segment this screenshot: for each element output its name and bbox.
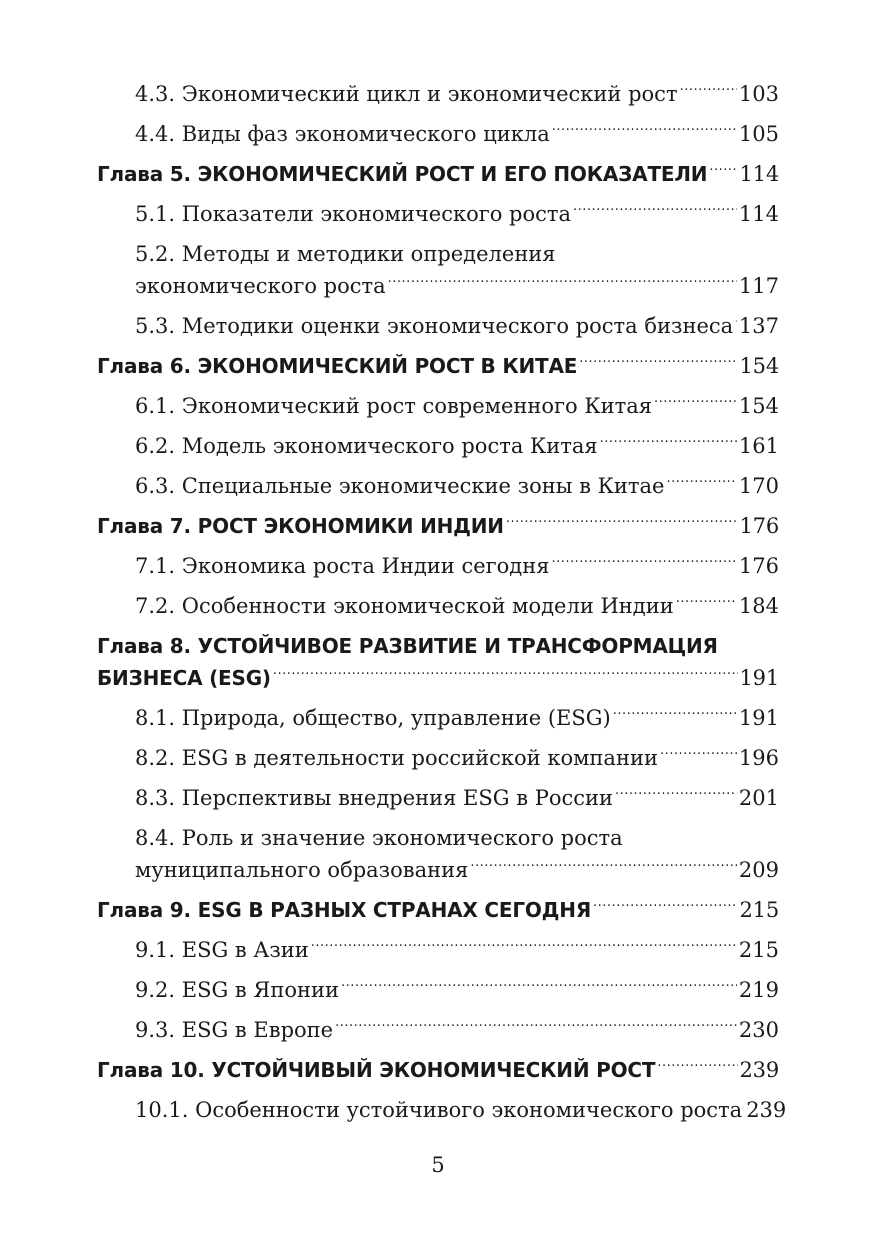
toc-entry-title: Глава 9. ESG В РАЗНЫХ СТРАНАХ СЕГОДНЯ	[97, 898, 592, 922]
toc-entry-page-number: 114	[739, 162, 779, 186]
toc-entry-title: 9.3. ESG в Европе	[135, 1018, 334, 1042]
toc-chapter-entry	[97, 894, 779, 926]
toc-entry-row	[135, 118, 779, 150]
toc-section-entry	[97, 934, 779, 966]
toc-section-entry	[97, 310, 779, 342]
dot-leader	[666, 472, 736, 493]
toc-entry-title: БИЗНЕСА (ESG)	[97, 666, 271, 690]
toc-entry-row	[135, 854, 779, 886]
toc-section-entry	[97, 118, 779, 150]
toc-entry-title: Глава 7. РОСТ ЭКОНОМИКИ ИНДИИ	[97, 514, 504, 538]
toc-entry-title: Глава 10. УСТОЙЧИВЫЙ ЭКОНОМИЧЕСКИЙ РОСТ	[97, 1058, 656, 1082]
toc-entry-page-number: 191	[738, 706, 779, 730]
toc-entry-title: 7.1. Экономика роста Индии сегодня	[135, 554, 550, 578]
dot-leader	[551, 552, 736, 573]
dot-leader	[311, 936, 737, 957]
toc-entry-title: 9.1. ESG в Азии	[135, 938, 309, 962]
toc-entry-title-first-line: 8.4. Роль и значение экономического роста	[135, 826, 623, 850]
toc-entry-row	[135, 1014, 779, 1046]
toc-section-entry	[97, 590, 779, 622]
dot-leader	[470, 856, 737, 877]
dot-leader	[657, 1057, 737, 1077]
toc-entry-row	[135, 702, 779, 734]
toc-entry-page-number: 184	[738, 594, 779, 618]
dot-leader	[552, 120, 737, 141]
toc-entry-page-number: 137	[738, 314, 779, 338]
toc-section-entry	[97, 1014, 779, 1046]
toc-entry-page-number: 114	[738, 202, 779, 226]
toc-entry-title: 9.2. ESG в Японии	[135, 978, 340, 1002]
toc-entry-title: 6.2. Модель экономического роста Китая	[135, 434, 598, 458]
toc-section-entry	[97, 702, 779, 734]
dot-leader	[579, 353, 737, 373]
toc-entry-row	[135, 550, 779, 582]
toc-entry-row	[135, 430, 779, 462]
toc-entry-row	[135, 310, 779, 342]
toc-entry-page-number: 117	[738, 274, 779, 298]
dot-leader	[506, 513, 738, 533]
toc-entry-page-number: 201	[738, 786, 779, 810]
dot-leader	[680, 80, 737, 101]
toc-entry-page-number: 230	[738, 1018, 779, 1042]
toc-chapter-entry	[97, 1054, 779, 1086]
toc-entry-title: 7.2. Особенности экономической модели Индии	[135, 594, 674, 618]
dot-leader	[735, 312, 737, 333]
dot-leader	[615, 784, 737, 805]
toc-entry-title: Глава 5. ЭКОНОМИЧЕСКИЙ РОСТ И ЕГО ПОКАЗАТЕЛИ	[97, 162, 708, 186]
toc-section-entry	[97, 1094, 787, 1126]
dot-leader	[573, 200, 737, 221]
toc-entry-row	[135, 270, 779, 302]
toc-section-entry	[97, 470, 779, 502]
table-of-contents	[97, 78, 787, 1134]
toc-entry-row	[97, 350, 779, 382]
toc-entry-page-number: 196	[738, 746, 779, 770]
dot-leader	[341, 976, 737, 997]
toc-entry-page-number: 154	[739, 354, 779, 378]
dot-leader	[388, 272, 737, 293]
toc-entry-page-number: 215	[738, 938, 779, 962]
dot-leader	[593, 897, 737, 917]
page-number: 5	[431, 1153, 445, 1177]
toc-entry-row	[97, 1054, 779, 1086]
toc-section-entry	[97, 390, 779, 422]
toc-entry-row	[135, 390, 779, 422]
toc-section-entry	[97, 238, 779, 302]
toc-entry-row	[135, 974, 779, 1006]
toc-entry-title: муниципального образования	[135, 858, 469, 882]
toc-chapter-entry	[97, 510, 779, 542]
toc-chapter-entry	[97, 350, 779, 382]
toc-entry-title-first-line: 5.2. Методы и методики определения	[135, 242, 556, 266]
toc-entry-row	[135, 782, 779, 814]
toc-entry-page-number: 154	[738, 394, 779, 418]
toc-section-entry	[97, 550, 779, 582]
toc-entry-title: 10.1. Особенности устойчивого экономического роста	[135, 1098, 743, 1122]
toc-entry-page-number: 170	[738, 474, 779, 498]
toc-entry-title: 8.3. Перспективы внедрения ESG в России	[135, 786, 613, 810]
dot-leader	[654, 392, 737, 413]
toc-entry-row	[135, 198, 779, 230]
toc-entry-row	[97, 510, 779, 542]
dot-leader	[600, 432, 737, 453]
toc-entry-page-number: 176	[739, 514, 779, 538]
dot-leader	[613, 704, 737, 725]
toc-chapter-entry	[97, 630, 779, 694]
toc-entry-title: 8.1. Природа, общество, управление (ESG)	[135, 706, 611, 730]
dot-leader	[709, 161, 737, 181]
toc-entry-title: 4.3. Экономический цикл и экономический рост	[135, 82, 678, 106]
toc-entry-page-number: 176	[738, 554, 779, 578]
dot-leader	[676, 592, 737, 613]
toc-entry-title: 6.3. Специальные экономические зоны в Китае	[135, 474, 665, 498]
toc-entry-title-first-line: Глава 8. УСТОЙЧИВОЕ РАЗВИТИЕ И ТРАНСФОРМАЦИЯ	[97, 634, 718, 658]
toc-section-entry	[97, 822, 779, 886]
dot-leader	[273, 665, 738, 685]
toc-section-entry	[97, 430, 779, 462]
toc-entry-page-number: 215	[739, 898, 779, 922]
toc-entry-page-number: 191	[739, 666, 779, 690]
toc-entry-title: 8.2. ESG в деятельности российской компании	[135, 746, 658, 770]
toc-entry-row	[135, 1094, 787, 1126]
toc-entry-page-number: 161	[738, 434, 779, 458]
toc-chapter-entry	[97, 158, 779, 190]
toc-entry-row	[135, 470, 779, 502]
toc-entry-row	[135, 934, 779, 966]
toc-section-entry	[97, 198, 779, 230]
toc-section-entry	[97, 742, 779, 774]
toc-section-entry	[97, 974, 779, 1006]
toc-entry-title: 5.3. Методики оценки экономического роста бизнеса	[135, 314, 734, 338]
toc-entry-title: 4.4. Виды фаз экономического цикла	[135, 122, 550, 146]
toc-entry-row	[135, 78, 779, 110]
toc-entry-row	[135, 742, 779, 774]
toc-entry-row	[97, 662, 779, 694]
toc-entry-page-number: 103	[738, 82, 779, 106]
toc-entry-page-number: 219	[738, 978, 779, 1002]
toc-entry-title: 5.1. Показатели экономического роста	[135, 202, 572, 226]
dot-leader	[660, 744, 737, 765]
toc-entry-title: экономического роста	[135, 274, 386, 298]
toc-entry-page-number: 209	[738, 858, 779, 882]
toc-entry-title: Глава 6. ЭКОНОМИЧЕСКИЙ РОСТ В КИТАЕ	[97, 354, 578, 378]
dot-leader	[335, 1016, 737, 1037]
toc-entry-row	[135, 590, 779, 622]
toc-entry-page-number: 105	[738, 122, 779, 146]
toc-entry-page-number: 239	[739, 1058, 779, 1082]
toc-entry-title: 6.1. Экономический рост современного Китая	[135, 394, 653, 418]
toc-entry-page-number: 239	[746, 1098, 787, 1122]
toc-entry-row	[97, 894, 779, 926]
toc-entry-row	[97, 158, 779, 190]
toc-section-entry	[97, 782, 779, 814]
toc-section-entry	[97, 78, 779, 110]
